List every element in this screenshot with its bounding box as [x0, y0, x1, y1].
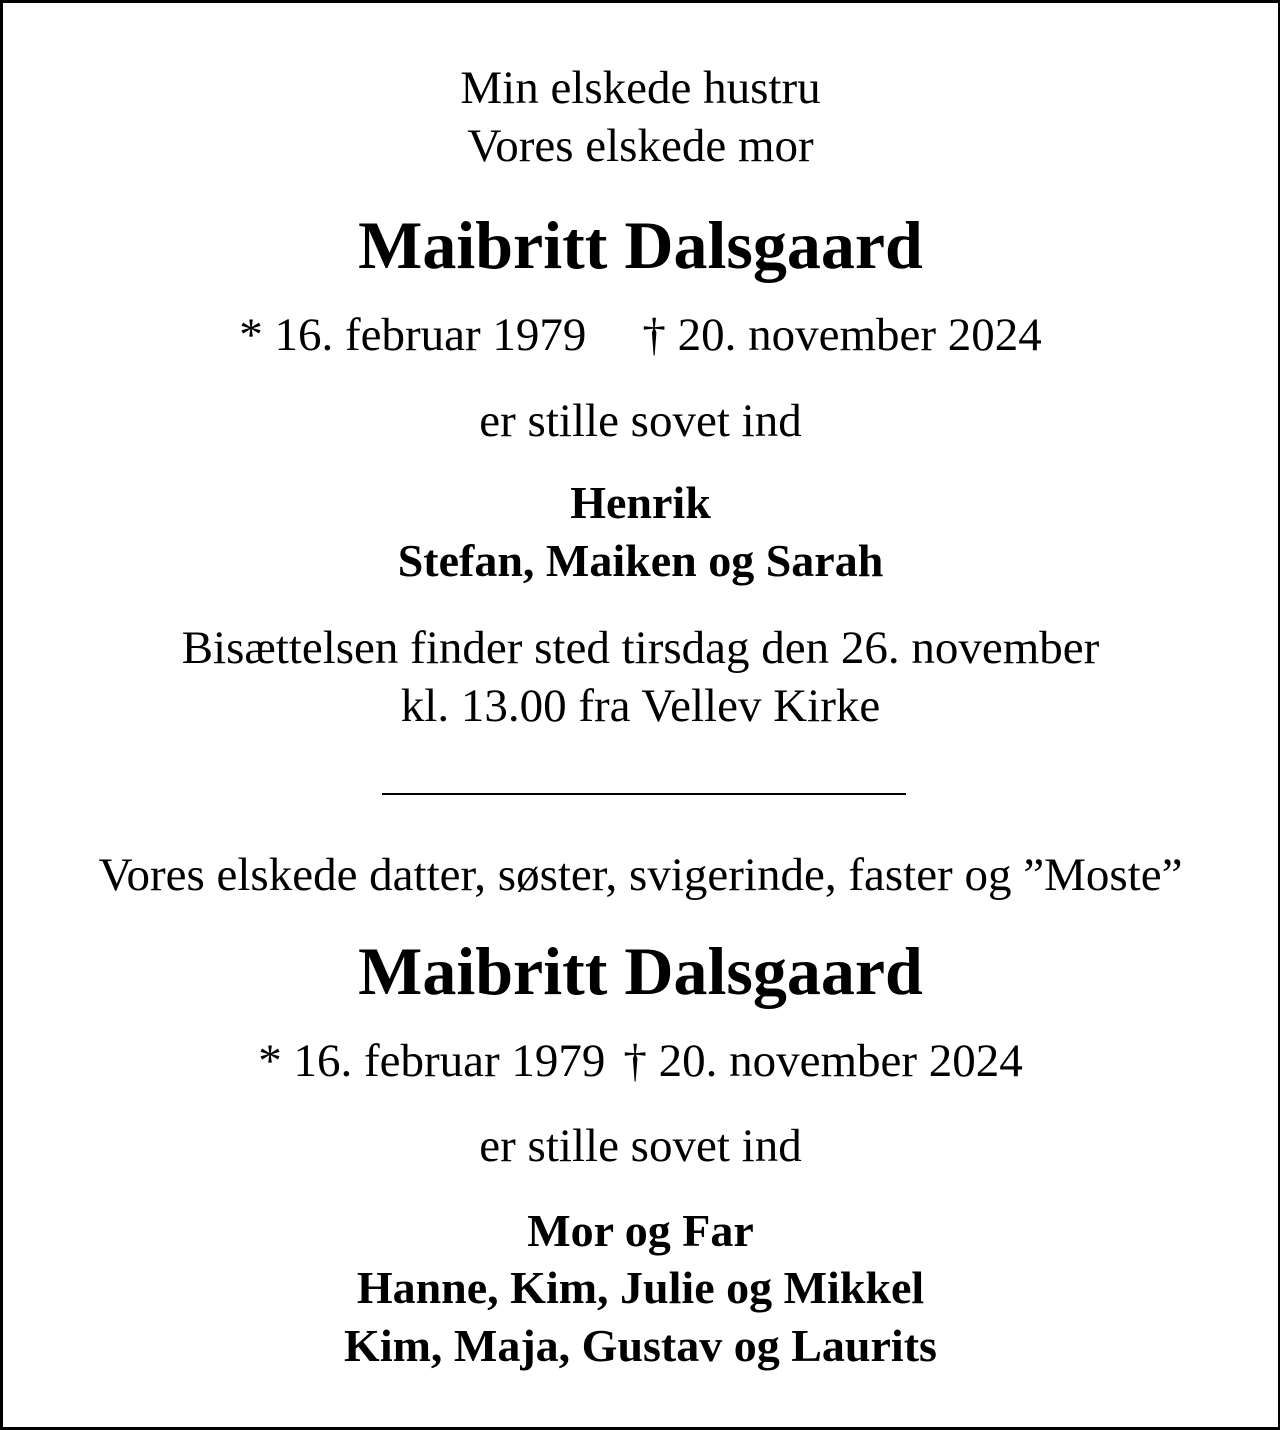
deceased-name: Maibritt Dalsgaard [358, 933, 923, 1009]
mourner-line: Mor og Far [527, 1205, 754, 1256]
mourner-line: Stefan, Maiken og Sarah [397, 535, 884, 586]
mourner-line: Kim, Maja, Gustav og Laurits [344, 1320, 937, 1371]
intro-line: Vores elskede datter, søster, svigerinde, faster og ”Moste” [98, 849, 1183, 901]
mourner-line: Hanne, Kim, Julie og Mikkel [356, 1262, 925, 1313]
phrase: er stille sovet ind [479, 1120, 802, 1172]
death-date: † 20. november 2024 [623, 1035, 1023, 1087]
funeral-info: kl. 13.00 fra Vellev Kirke [400, 680, 881, 732]
funeral-info: Bisættelsen finder sted tirsdag den 26. november [181, 622, 1100, 674]
life-dates [3, 1031, 1278, 1091]
phrase: er stille sovet ind [479, 395, 802, 447]
death-date: † 20. november 2024 [642, 309, 1042, 361]
divider [382, 793, 906, 795]
intro-line: Min elskede hustru [460, 62, 821, 114]
life-dates [3, 305, 1278, 365]
deceased-name: Maibritt Dalsgaard [358, 207, 923, 283]
birth-date: * 16. februar 1979 [239, 309, 587, 361]
birth-date: * 16. februar 1979 [258, 1035, 606, 1087]
intro-line: Vores elskede mor [467, 120, 814, 172]
mourner-line: Henrik [570, 477, 711, 528]
